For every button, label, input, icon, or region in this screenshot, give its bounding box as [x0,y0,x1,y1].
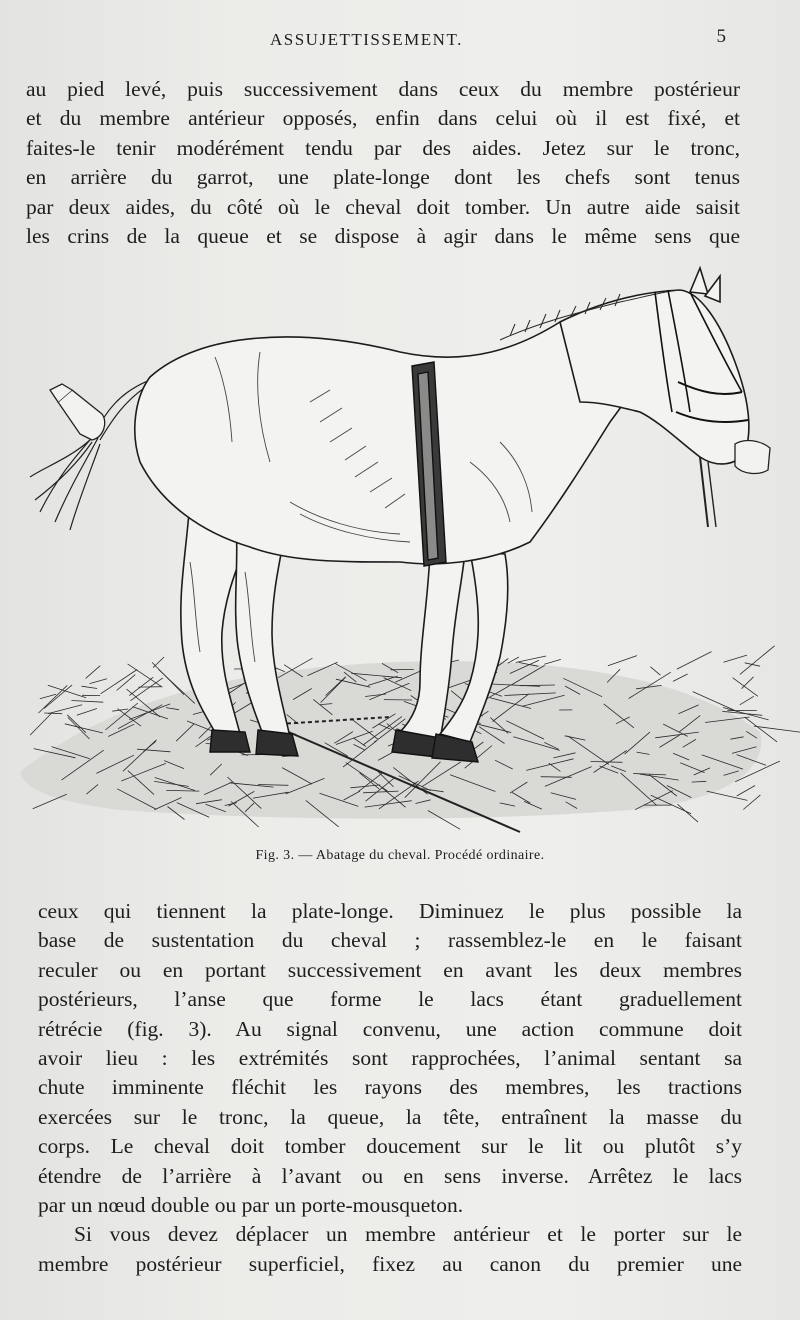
text-line: postérieurs, l’anse que forme le lacs étant graduellement [38,987,742,1012]
text-line: exercées sur le tronc, la queue, la tête, entraînent la masse du [38,1104,742,1129]
page-number: 5 [716,26,726,47]
text-line: reculer ou en portant successivement en avant les deux membres [38,957,742,982]
horse-engraving [0,262,800,842]
text-line: corps. Le cheval doit tomber doucement sur le lit ou plutôt s’y [38,1134,742,1159]
hand-holding-tail [50,384,105,440]
text-line: ceux qui tiennent la plate-longe. Diminuez le plus possible la [38,899,742,923]
text-line: Si vous devez déplacer un membre antérieur et le porter sur le [74,1222,742,1247]
text-line: les crins de la queue et se dispose à agir dans le même sens que [26,224,740,249]
running-title: ASSUJETTISSEMENT. [270,30,463,49]
text-line: base de sustentation du cheval ; rassemblez-le en le faisant [38,928,742,953]
text-line: étendre de l’arrière à l’avant ou en sens inverse. Arrêtez le lacs [38,1163,742,1188]
text-line: faites-le tenir modérément tendu par des aides. Jetez sur le tronc, [26,135,740,160]
text-line: membre postérieur superficiel, fixez au canon du premier une [38,1251,742,1276]
horse-illustration [0,262,800,842]
text-line: chute imminente fléchit les rayons des membres, les tractions [38,1075,742,1100]
text-line: par un nœud double ou par un porte-mousqueton. [38,1193,464,1218]
text-line: avoir lieu : les extrémités sont rapprochées, l’animal sentant sa [38,1046,742,1071]
paragraph-bottom [38,897,742,1279]
paragraph-top [26,75,740,251]
text-line: en arrière du garrot, une plate-longe dont les chefs sont tenus [26,165,740,190]
figure-caption: Fig. 3. — Abatage du cheval. Procédé ordinaire. [255,848,545,863]
text-line: par deux aides, du côté où le cheval doit tomber. Un autre aide saisit [26,194,740,219]
horse-tail [30,380,150,530]
text-line: et du membre antérieur opposés, enfin dans celui où il est fixé, et [26,106,740,131]
text-line: rétrécie (fig. 3). Au signal convenu, une action commune doit [38,1016,742,1041]
text-line: au pied levé, puis successivement dans ceux du membre postérieur [26,77,740,101]
